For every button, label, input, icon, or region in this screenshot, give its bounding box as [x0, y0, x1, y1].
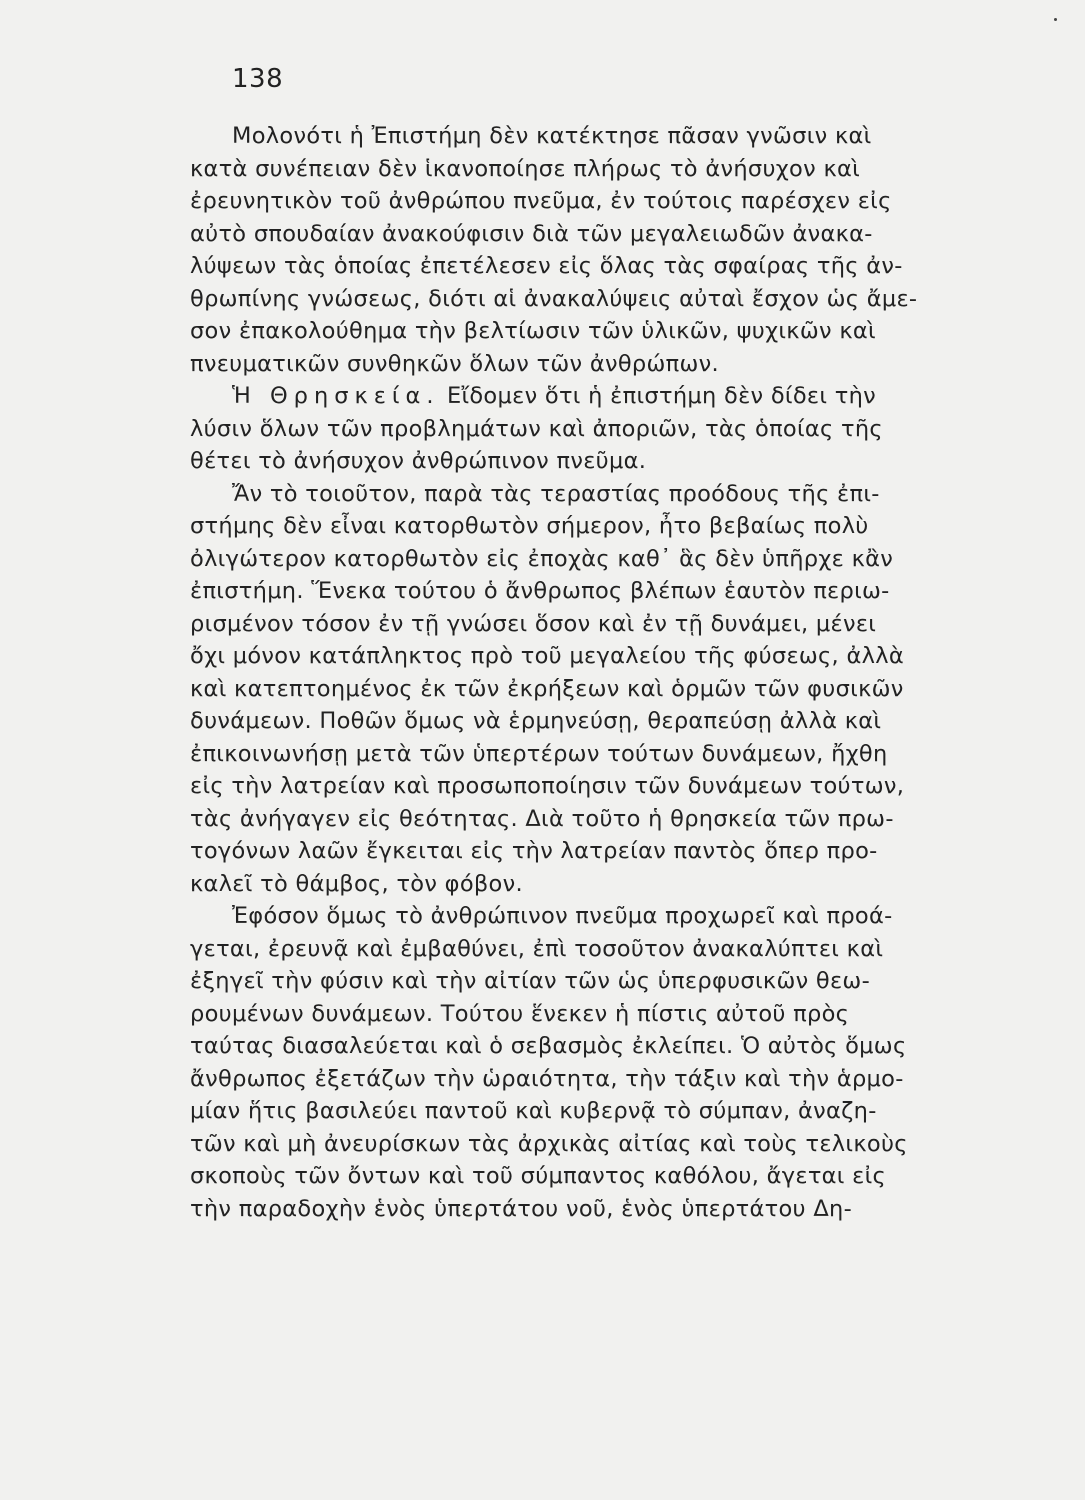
text-line-20: ἐπικοινωνήσῃ μετὰ τῶν ὑπερτέρων τούτων δυνάμεων, ἤχθη: [190, 740, 888, 767]
text-line-19: δυνάμεων. Ποθῶν ὅμως νὰ ἑρμηνεύσῃ, θεραπεύσῃ ἀλλὰ καὶ: [190, 708, 882, 734]
text-line-12: Ἄν τὸ τοιοῦτον, παρὰ τὰς τεραστίας προόδους τῆς ἐπι-: [232, 480, 880, 507]
text-line-18: καὶ κατεπτοημένος ἐκ τῶν ἐκρήξεων καὶ ὁρμῶν τῶν φυσικῶν: [190, 675, 904, 702]
text-line-5: λύψεων τὰς ὁποίας ἐπετέλεσεν εἰς ὅλας τὰς σφαίρας τῆς ἀν-: [190, 253, 903, 279]
text-line-28: ρουμένων δυνάμεων. Τούτου ἕνεκεν ἡ πίστις αὐτοῦ πρὸς: [190, 1000, 850, 1027]
text-line-34: τὴν παραδοχὴν ἑνὸς ὑπερτάτου νοῦ, ἑνὸς ὑπερτάτου Δη-: [190, 1195, 853, 1222]
text-line-31: μίαν ἥτις βασιλεύει παντοῦ καὶ κυβερνᾷ τὸ σύμπαν, ἀναζη-: [190, 1098, 877, 1124]
text-line-2: κατὰ συνέπειαν δὲν ἱκανοποίησε πλήρως τὸ ἀνήσυχον καὶ: [190, 155, 861, 182]
text-line-9: [190, 380, 1030, 413]
text-line-27: ἐξηγεῖ τὴν φύσιν καὶ τὴν αἰτίαν τῶν ὡς ὑπερφυσικῶν θεω-: [190, 968, 870, 994]
text-line-15: ἐπιστήμη. Ἕνεκα τούτου ὁ ἄνθρωπος βλέπων ἑαυτὸν περιω-: [190, 578, 890, 604]
text-line-7: σον ἐπακολούθημα τὴν βελτίωσιν τῶν ὑλικῶν, ψυχικῶν καὶ: [190, 318, 876, 344]
text-line-11: θέτει τὸ ἀνήσυχον ἀνθρώπινον πνεῦμα.: [190, 448, 647, 474]
text-line-22: τὰς ἀνήγαγεν εἰς θεότητας. Διὰ τοῦτο ἡ θρησκεία τῶν πρω-: [190, 805, 894, 832]
text-line-8: πνευματικῶν συνθηκῶν ὅλων τῶν ἀνθρώπων.: [190, 350, 719, 377]
text-line-13: στήμης δὲν εἶναι κατορθωτὸν σήμερον, ἦτο βεβαίως πολὺ: [190, 513, 869, 539]
text-line-33: σκοποὺς τῶν ὄντων καὶ τοῦ σύμπαντος καθόλου, ἄγεται εἰς: [190, 1163, 887, 1189]
text-line-21: εἰς τὴν λατρείαν καὶ προσωποποίησιν τῶν δυνάμεων τούτων,: [190, 773, 905, 799]
text-line-23: τογόνων λαῶν ἔγκειται εἰς τὴν λατρείαν παντὸς ὅπερ προ-: [190, 838, 878, 864]
text-line-32: τῶν καὶ μὴ ἀνευρίσκων τὰς ἀρχικὰς αἰτίας καὶ τοὺς τελικοὺς: [190, 1130, 908, 1157]
page-number: 138: [232, 64, 284, 94]
text-line-16: ρισμένον τόσον ἐν τῇ γνώσει ὅσον καὶ ἐν τῇ δυνάμει, μένει: [190, 610, 877, 637]
text-line-25: Ἐφόσον ὅμως τὸ ἀνθρώπινον πνεῦμα προχωρεῖ καὶ προά-: [232, 903, 893, 929]
text-line-26: γεται, ἐρευνᾷ καὶ ἐμβαθύνει, ἐπὶ τοσοῦτον ἀνακαλύπτει καὶ: [190, 935, 884, 962]
section-heading: Ἡ Θρησκεία.: [232, 383, 440, 409]
text-line-9-rest: Εἴδομεν ὅτι ἡ ἐπιστήμη δὲν δίδει τὴν: [446, 383, 876, 409]
text-line-6: θρωπίνης γνώσεως, διότι αἱ ἀνακαλύψεις αὐταὶ ἔσχον ὡς ἄμε-: [190, 285, 918, 312]
scan-speck: [1054, 18, 1057, 21]
text-line-24: καλεῖ τὸ θάμβος, τὸν φόβον.: [190, 870, 523, 897]
text-line-14: ὀλιγώτερον κατορθωτὸν εἰς ἐποχὰς καθ᾽ ἃς δὲν ὑπῆρχε κἂν: [190, 545, 894, 572]
text-line-29: ταύτας διασαλεύεται καὶ ὁ σεβασμὸς ἐκλείπει. Ὁ αὐτὸς ὅμως: [190, 1033, 907, 1059]
text-line-3: ἐρευνητικὸν τοῦ ἀνθρώπου πνεῦμα, ἐν τούτοις παρέσχεν εἰς: [190, 188, 892, 214]
text-line-1: Μολονότι ἡ Ἐπιστήμη δὲν κατέκτησε πᾶσαν γνῶσιν καὶ: [232, 123, 872, 149]
text-line-4: αὐτὸ σπουδαίαν ἀνακούφισιν διὰ τῶν μεγαλειωδῶν ἀνακα-: [190, 220, 873, 247]
text-line-30: ἄνθρωπος ἐξετάζων τὴν ὡραιότητα, τὴν τάξιν καὶ τὴν ἁρμο-: [190, 1065, 904, 1092]
body-text: [190, 120, 1030, 1225]
text-line-10: λύσιν ὅλων τῶν προβλημάτων καὶ ἀποριῶν, τὰς ὁποίας τῆς: [190, 415, 883, 442]
text-line-17: ὄχι μόνον κατάπληκτος πρὸ τοῦ μεγαλείου τῆς φύσεως, ἀλλὰ: [190, 643, 904, 669]
